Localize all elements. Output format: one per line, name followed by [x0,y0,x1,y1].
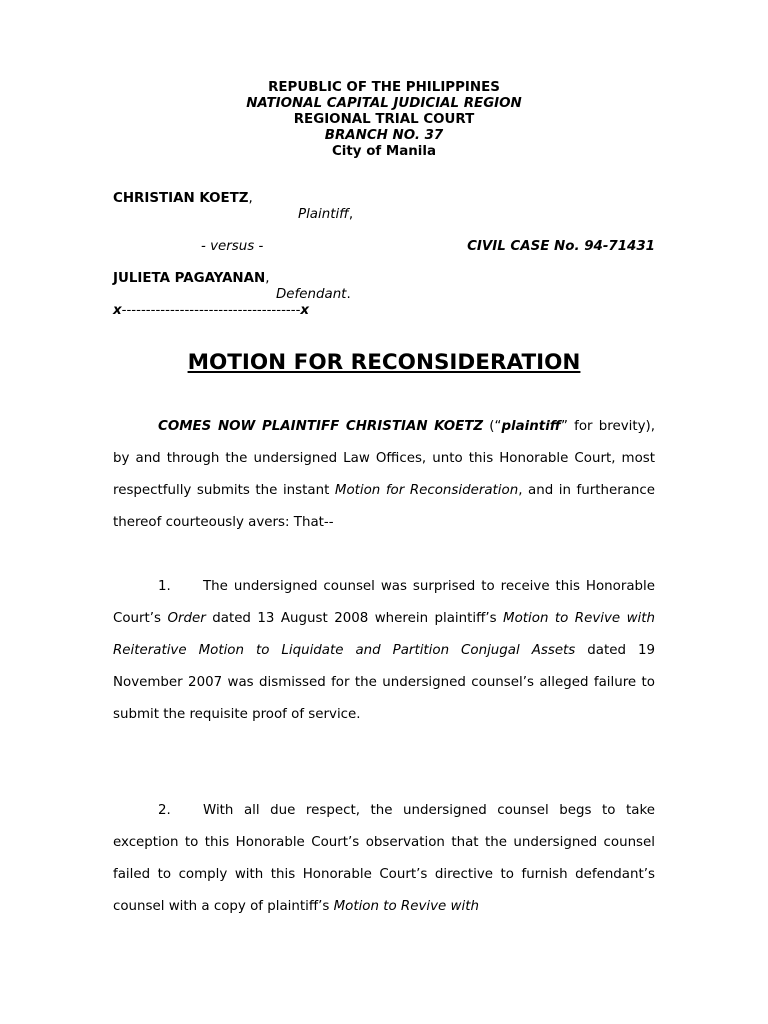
caption-separator: x-------------------------------------x [113,303,310,318]
intro-paragraph: COMES NOW PLAINTIFF CHRISTIAN KOETZ (“plaintiff” for brevity), by and through the undersigned Law Offices, unto this Honorable Court, most respectfully submits the instant Motion for Reconsideration, and in furtherance thereof courteously avers: That-- [113,419,656,530]
plaintiff-name: CHRISTIAN KOETZ [113,191,249,206]
plaintiff-role-line: Plaintiff, [298,207,354,222]
short-name: plaintiff [501,419,561,434]
defendant-role-line: Defendant. [276,287,351,302]
intro-lead: COMES NOW PLAINTIFF CHRISTIAN KOETZ [158,419,484,434]
civil-case-number: CIVIL CASE No. 94-71431 [467,239,655,254]
motion-ref: Motion to Revive with Reiterative Motion to Liquidate and Partition Conjugal Assets [113,611,655,658]
paragraph-2: 2. With all due respect, the undersigned counsel begs to take exception to this Honorable Court’s observation that the undersigned counsel failed to comply with this Honorable Court’s directive to furnish defendant’s counsel with a copy of plaintiff’s Motion to Revive with [113,795,655,923]
plaintiff-role: Plaintiff [298,207,349,222]
header-city: City of Manila [331,144,436,159]
header-republic: REPUBLIC OF THE PHILIPPINES [268,80,500,95]
paragraph-number: 1. [158,579,171,594]
header-court: REGIONAL TRIAL COURT [293,112,475,127]
paragraph-number: 2. [158,803,171,818]
versus-label: - versus - [201,239,264,254]
order-ref: Order [167,611,206,626]
header-branch: BRANCH NO. 37 [324,128,444,143]
document-title: MOTION FOR RECONSIDERATION [187,350,581,375]
defendant-line: JULIETA PAGAYANAN, [113,271,270,286]
defendant-role: Defendant [276,287,347,302]
defendant-name: JULIETA PAGAYANAN [113,271,266,286]
motion-title: Motion for Reconsideration [334,483,519,498]
header-region: NATIONAL CAPITAL JUDICIAL REGION [246,96,522,111]
paragraph-1: 1. The undersigned counsel was surprised to receive this Honorable Court’s Order dated 13 August 2008 wherein plaintiff’s Motion to Revive with Reiterative Motion to Liquidate and Partition Conjugal Assets dated 19 November 2007 was dismissed for the undersigned counsel’s alleged failure to submit the requisite proof of service. [113,571,655,731]
plaintiff-line: CHRISTIAN KOETZ, [113,191,253,206]
motion-ref: Motion to Revive with [333,899,479,914]
